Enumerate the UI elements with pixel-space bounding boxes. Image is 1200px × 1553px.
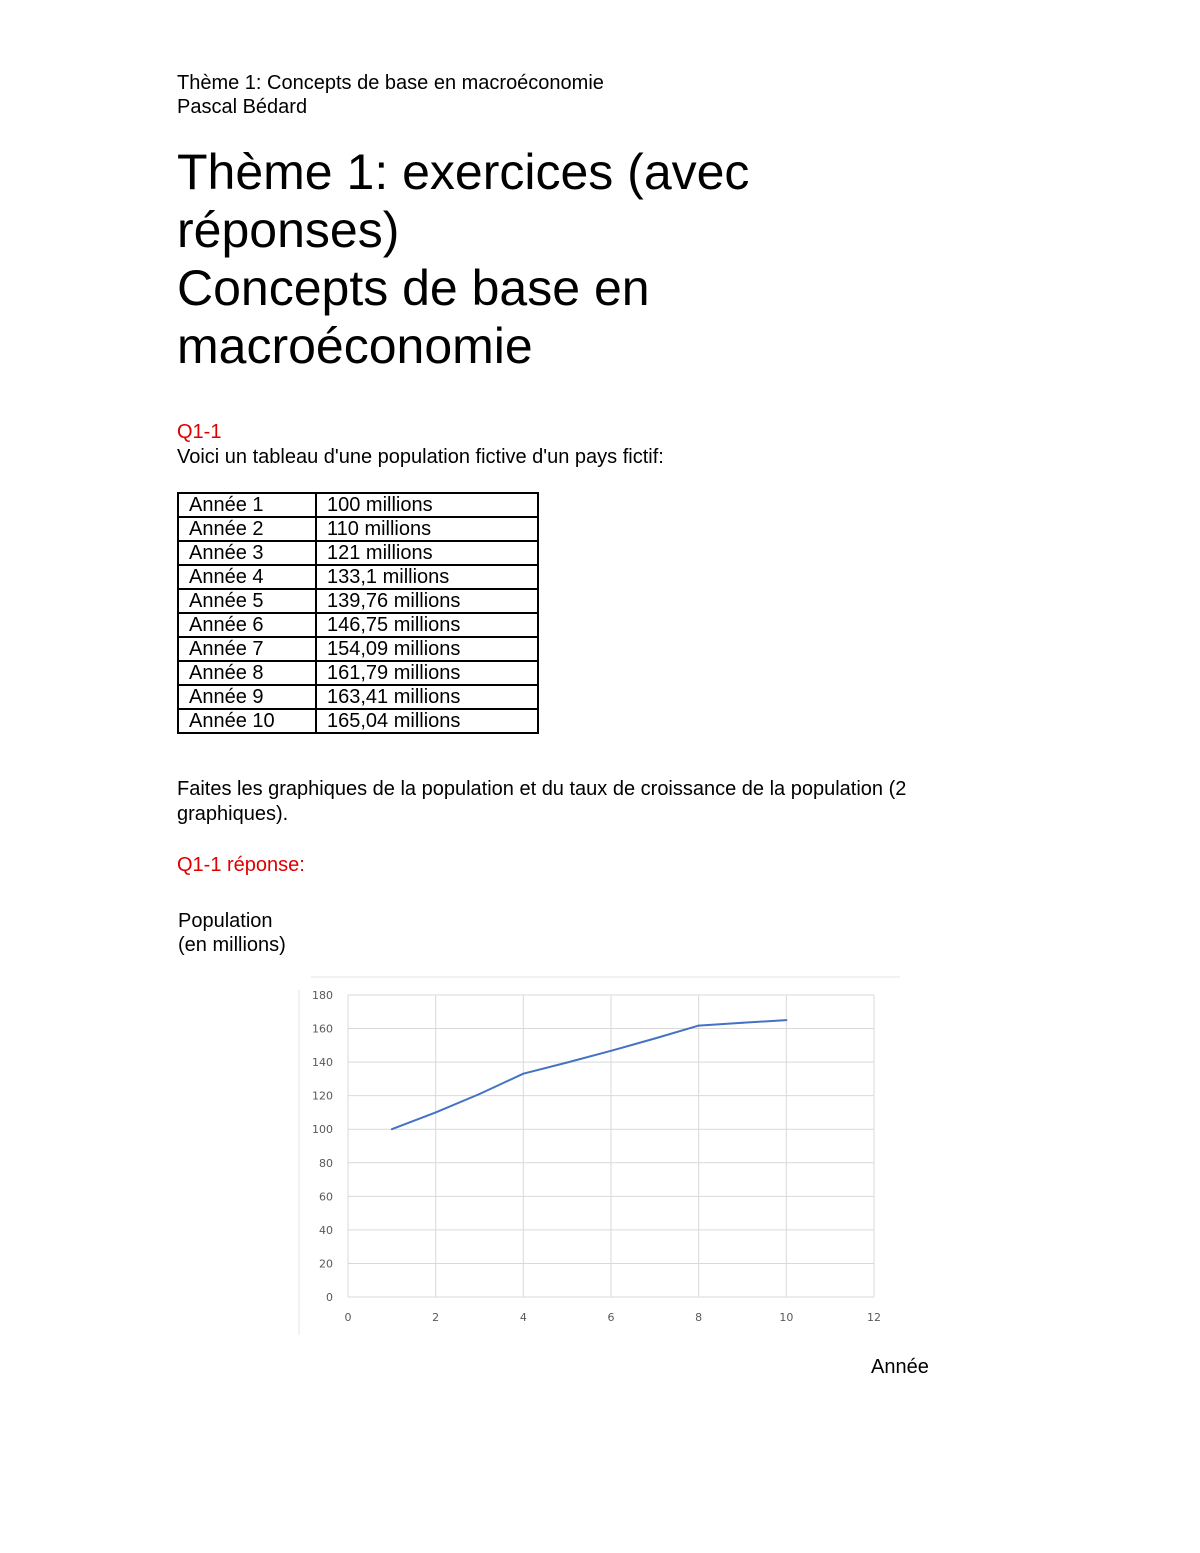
header-course: Thème 1: Concepts de base en macroéconomie [177, 72, 604, 94]
x-tick-label: 8 [695, 1311, 703, 1324]
title-line: macroéconomie [177, 318, 533, 374]
y-tick-label: 140 [312, 1056, 333, 1070]
table-cell-population: 121 millions [316, 541, 538, 565]
table-cell-population: 163,41 millions [316, 685, 538, 709]
table-cell-year: Année 5 [178, 589, 316, 613]
data-point [654, 1037, 656, 1039]
population-series-line [392, 1020, 787, 1129]
data-point [479, 1093, 481, 1095]
data-point [566, 1062, 568, 1064]
y-tick-label: 160 [312, 1022, 333, 1036]
header-author: Pascal Bédard [177, 96, 308, 118]
x-tick-label: 0 [344, 1311, 352, 1324]
question-label: Q1-1 [177, 421, 222, 443]
table-cell-population: 146,75 millions [316, 613, 538, 637]
table-cell-year: Année 7 [178, 637, 316, 661]
table-cell-year: Année 9 [178, 685, 316, 709]
y-tick-label: 120 [312, 1089, 333, 1103]
table-cell-population: 154,09 millions [316, 637, 538, 661]
x-tick-label: 12 [867, 1311, 881, 1324]
question-instruction-line-2: graphiques). [177, 803, 289, 825]
table-cell-year: Année 8 [178, 661, 316, 685]
table-cell-population: 100 millions [316, 493, 538, 517]
table-cell-year: Année 4 [178, 565, 316, 589]
y-tick-label: 20 [319, 1257, 333, 1271]
table-cell-population: 161,79 millions [316, 661, 538, 685]
table-cell-year: Année 6 [178, 613, 316, 637]
table-cell-year: Année 2 [178, 517, 316, 541]
chart-title-line: Population [178, 910, 273, 932]
y-tick-label: 0 [326, 1291, 333, 1304]
table-cell-population: 165,04 millions [316, 709, 538, 733]
table-cell-year: Année 1 [178, 493, 316, 517]
data-point [391, 1128, 393, 1130]
x-tick-label: 6 [607, 1311, 615, 1324]
table-cell-population: 139,76 millions [316, 589, 538, 613]
table-cell-year: Année 3 [178, 541, 316, 565]
y-tick-label: 80 [319, 1156, 333, 1170]
y-tick-label: 180 [312, 989, 333, 1002]
question-intro: Voici un tableau d'une population fictive d'un pays fictif: [177, 446, 664, 468]
y-tick-label: 40 [319, 1223, 333, 1237]
data-point [522, 1073, 524, 1075]
y-tick-label: 60 [319, 1190, 333, 1204]
title-line: Thème 1: exercices (avec [177, 144, 750, 200]
data-point [435, 1111, 437, 1113]
x-tick-label: 4 [519, 1311, 527, 1324]
title-line: Concepts de base en [177, 260, 650, 316]
x-tick-label: 2 [432, 1311, 440, 1324]
x-tick-label: 10 [779, 1311, 794, 1324]
title-line: réponses) [177, 202, 400, 258]
table-cell-year: Année 10 [178, 709, 316, 733]
data-point [610, 1050, 612, 1052]
data-point [698, 1025, 700, 1027]
table-cell-population: 133,1 millions [316, 565, 538, 589]
table-cell-population: 110 millions [316, 517, 538, 541]
data-point [785, 1019, 787, 1021]
chart-title-line: (en millions) [178, 934, 286, 956]
answer-label: Q1-1 réponse: [177, 854, 305, 876]
question-instruction-line-1: Faites les graphiques de la population et du taux de croissance de la population (2 [177, 778, 907, 800]
y-tick-label: 100 [312, 1123, 333, 1137]
x-axis-label: Année [871, 1356, 929, 1378]
data-point [742, 1022, 744, 1024]
